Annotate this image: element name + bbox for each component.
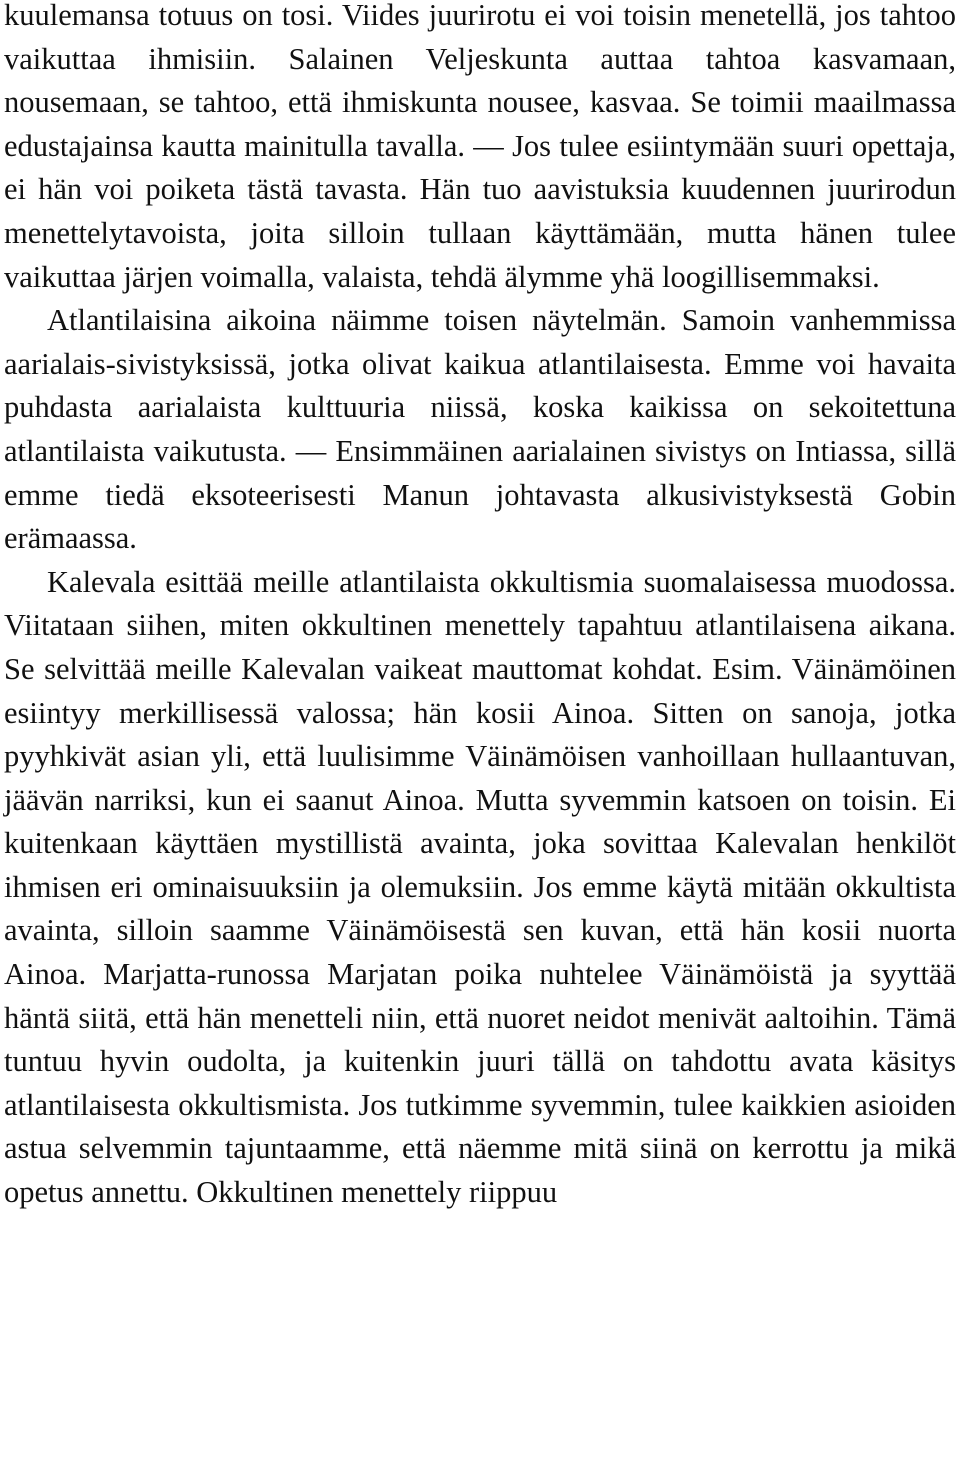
paragraph-3: Kalevala esittää meille atlantilaista okkultismia suomalaisessa muodossa. Viitataan siihen, miten okkultinen menettely tapahtuu atlantilaisena aikana. Se selvittää meille Kalevalan vaikeat mauttomat kohdat. Esim. Väinämöinen esiintyy merkillisessä valossa; hän kosii Ainoa. Sitten on sanoja, jotka pyyhkivät asian yli, että luulisimme Väinämöisen vanhoillaan hullaantuvan, jäävän narriksi, kun ei saanut Ainoa. Mutta syvemmin katsoen on toisin. Ei kuitenkaan käyttäen mystillistä avainta, joka sovittaa Kalevalan henkilöt ihmisen eri ominaisuuksiin ja olemuksiin. Jos emme käytä mitään okkultista avainta, silloin saamme Väinämöisestä sen kuvan, että hän kosii nuorta Ainoa. Marjatta-runossa Marjatan poika nuhtelee Väinämöistä ja syyttää häntä siitä, että hän menetteli niin, että nuoret neidot menivät aaltoihin. Tämä tuntuu hyvin oudolta, ja kuitenkin juuri tällä on tahdottu avata käsitys atlantilaisesta okkultismista. Jos tutkimme syvemmin, tulee kaikkien asioiden astua selvemmin tajuntaamme, että näemme mitä siinä on kerrottu ja mikä opetus annettu. Okkultinen menettely riippuu [4, 564, 956, 1210]
paragraph-2: Atlantilaisina aikoina näimme toisen näytelmän. Samoin vanhemmissa aarialais-sivistyksissä, jotka olivat kaikua atlantilaisesta. Emme voi havaita puhdasta aarialaista kulttuuria niissä, koska kaikissa on sekoitettuna atlantilaista vaikutusta. — Ensimmäinen aarialainen sivistys on Intiassa, sillä emme tiedä eksoteerisesti Manun johtavasta alkusivistyksestä Gobin erämaassa. [4, 303, 956, 556]
paragraph-1: kuulemansa totuus on tosi. Viides juurirotu ei voi toisin menetellä, jos tahtoo vaikuttaa ihmisiin. Salainen Veljeskunta auttaa tahtoa kasvamaan, nousemaan, se tahtoo, että ihmiskunta nousee, kasvaa. Se toimii maailmassa edustajainsa kautta mainitulla tavalla. — Jos tulee esiintymään suuri opettaja, ei hän voi poiketa tästä tavasta. Hän tuo aavistuksia kuudennen juurirodun menettelytavoista, joita silloin tullaan käyttämään, mutta hänen tulee vaikuttaa järjen voimalla, valaista, tehdä älymme yhä loogillisemmaksi. [4, 0, 956, 294]
